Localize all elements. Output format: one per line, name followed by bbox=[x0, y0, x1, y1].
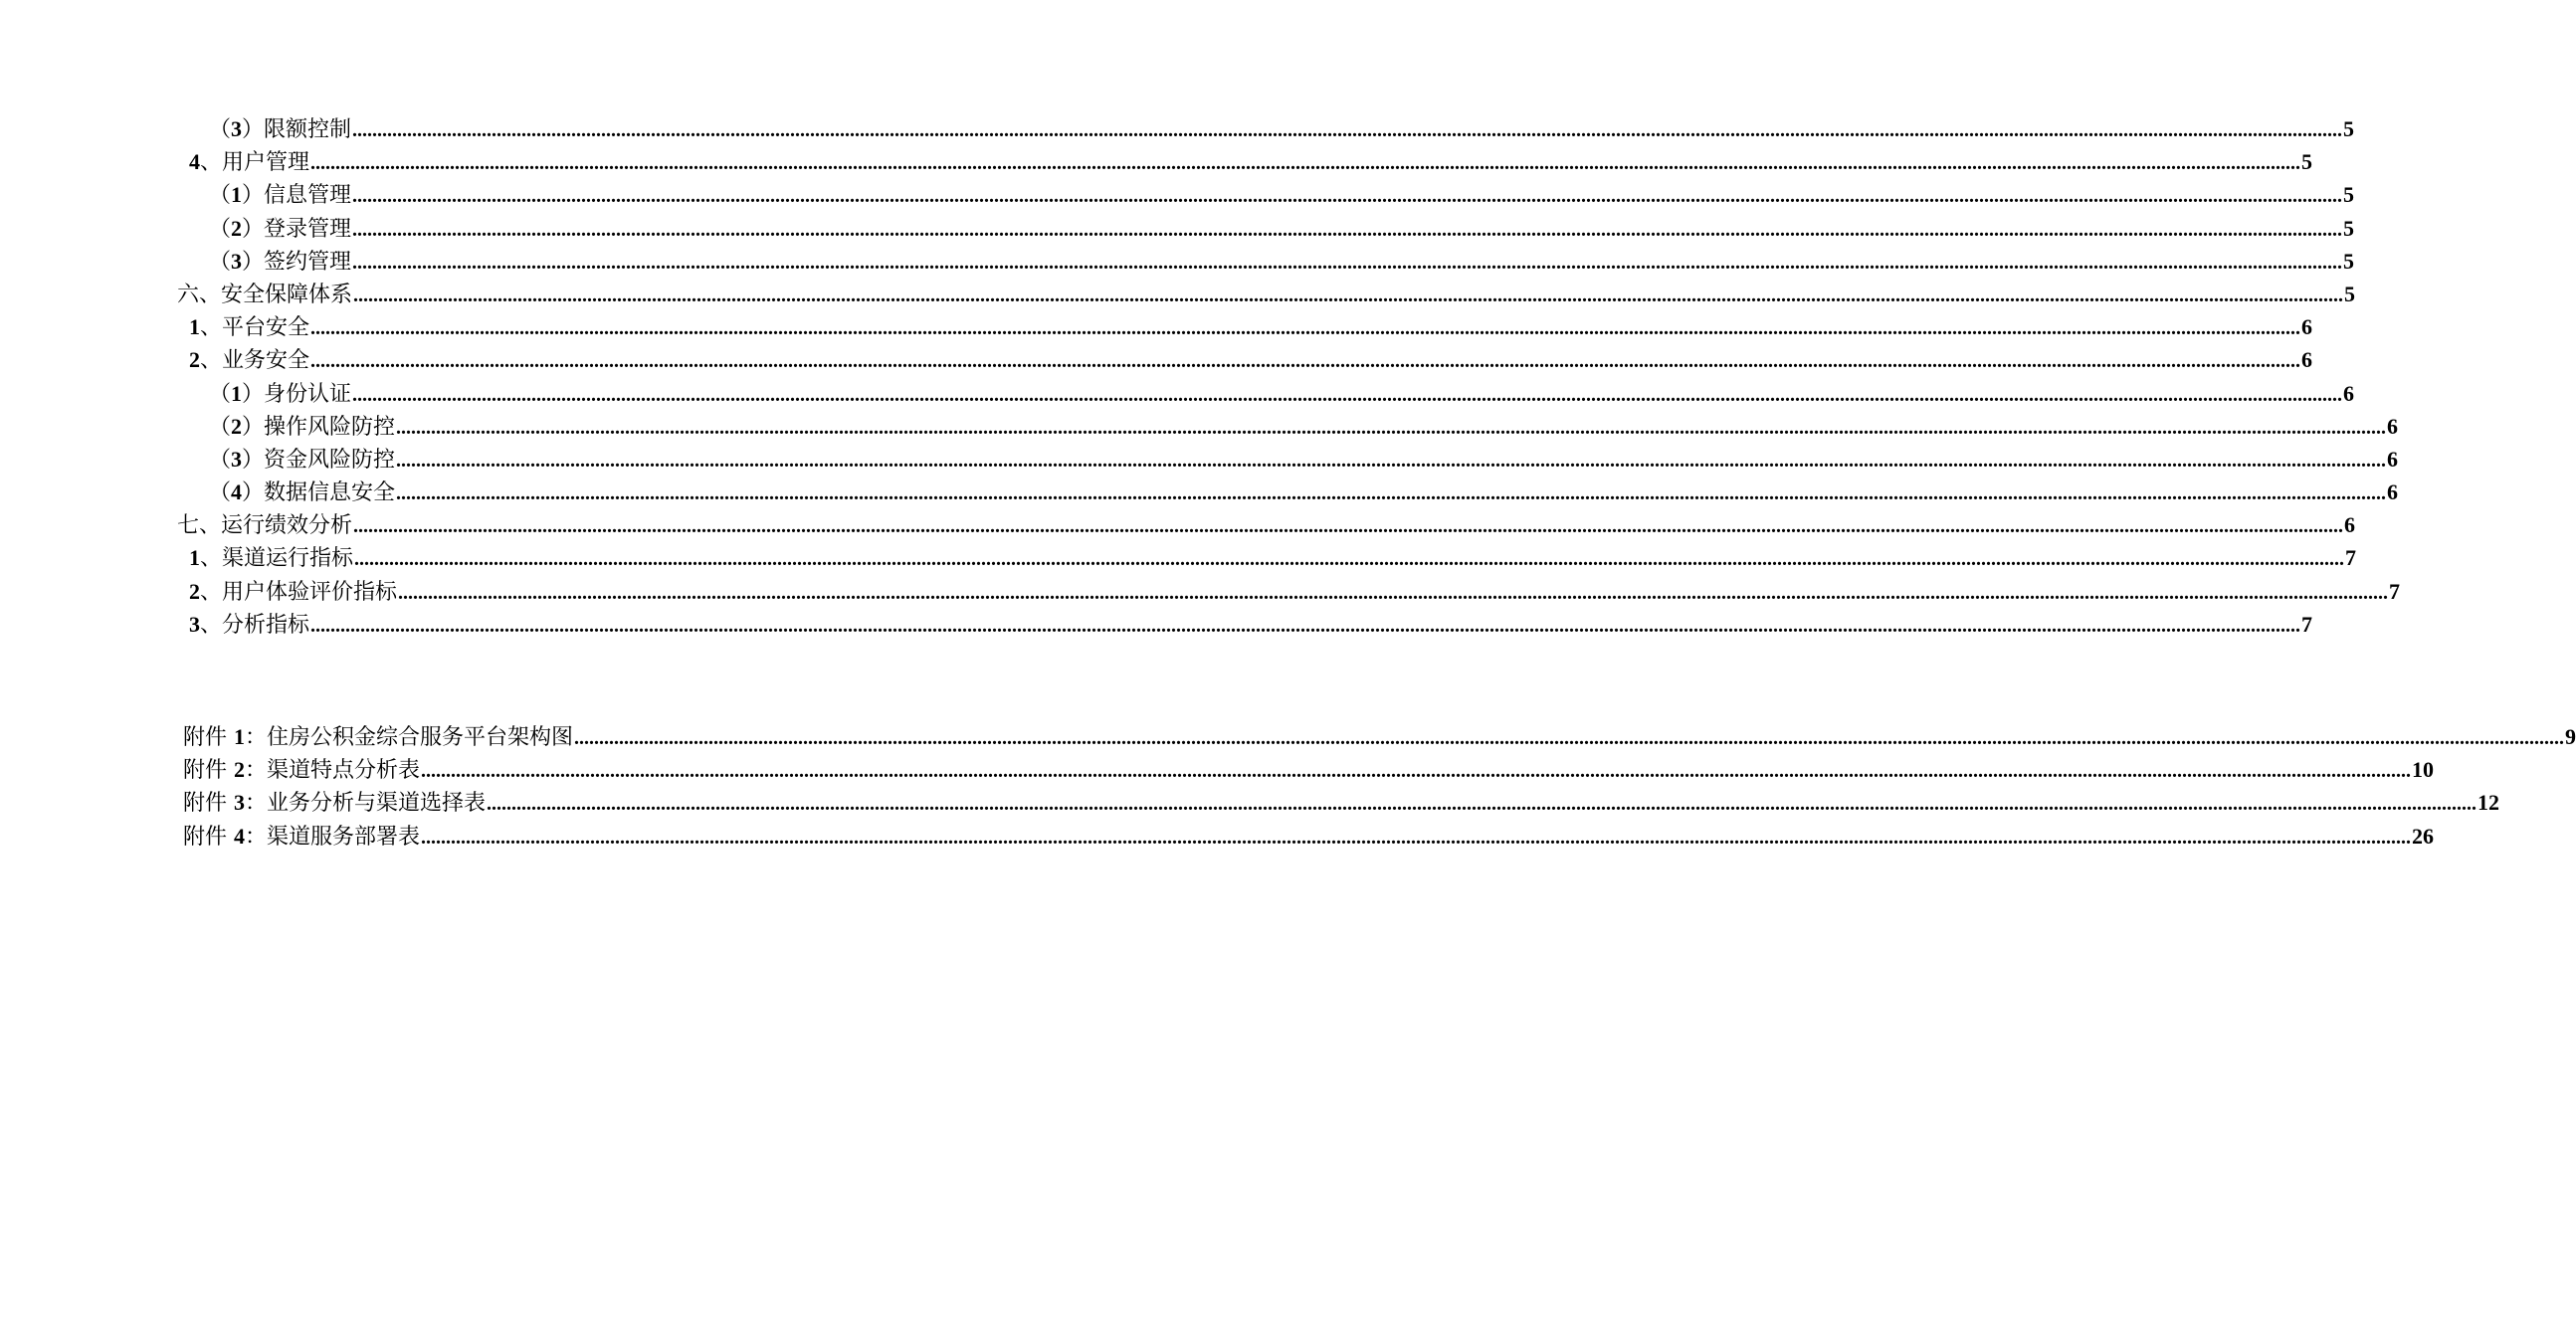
dot-leader: ................................................................................................................................................................................................................................................................................................................................................................................................................ bbox=[396, 416, 2387, 439]
dot-leader: ................................................................................................................................................................................................................................................................................................................................................................................................................ bbox=[574, 727, 2565, 749]
close-paren: ） bbox=[242, 182, 265, 208]
page-number: 5 bbox=[2343, 116, 2355, 141]
entry-number: 2 bbox=[231, 413, 243, 439]
close-paren: ） bbox=[242, 479, 265, 505]
appendix-colon: ： bbox=[245, 791, 268, 817]
appendix-line bbox=[0, 786, 2500, 819]
dot-leader: ................................................................................................................................................................................................................................................................................................................................................................................................................ bbox=[421, 760, 2412, 783]
entry-label bbox=[189, 310, 309, 344]
entry-number: 2 bbox=[189, 347, 200, 373]
entry-title: 限额控制 bbox=[264, 117, 352, 142]
appendix-colon: ： bbox=[245, 725, 268, 750]
entry-number: 3 bbox=[231, 116, 243, 141]
entry-label bbox=[209, 410, 395, 444]
toc-entry[interactable] bbox=[189, 541, 2357, 574]
toc-entry[interactable] bbox=[189, 310, 2313, 343]
open-paren: （ bbox=[209, 182, 232, 208]
page-number: 6 bbox=[2387, 479, 2399, 505]
entry-label bbox=[189, 575, 397, 609]
dot-leader: ................................................................................................................................................................................................................................................................................................................................................................................................................ bbox=[352, 251, 2343, 274]
entry-title: 分析指标 bbox=[222, 612, 310, 638]
toc-line bbox=[0, 212, 2355, 245]
entry-number: 七 bbox=[177, 513, 200, 539]
entry-title: 操作风险防控 bbox=[264, 414, 396, 440]
entry-title: 数据信息安全 bbox=[264, 480, 396, 506]
toc-line bbox=[0, 608, 2313, 641]
dot-leader: ................................................................................................................................................................................................................................................................................................................................................................................................................ bbox=[398, 581, 2389, 604]
open-paren: （ bbox=[209, 215, 232, 241]
entry-label bbox=[183, 720, 573, 754]
toc-line bbox=[0, 410, 2399, 443]
close-paren: ） bbox=[242, 248, 265, 274]
dot-leader: ................................................................................................................................................................................................................................................................................................................................................................................................................ bbox=[352, 119, 2343, 141]
page-number: 10 bbox=[2412, 757, 2435, 783]
entry-number: 1 bbox=[189, 314, 200, 340]
toc-line bbox=[0, 278, 2356, 310]
entry-separator: 、 bbox=[200, 579, 223, 605]
entry-label bbox=[209, 112, 351, 146]
close-paren: ） bbox=[242, 446, 265, 472]
appendix-number: 3 bbox=[234, 790, 246, 816]
entry-label bbox=[189, 608, 309, 642]
toc-line bbox=[0, 245, 2355, 278]
entry-label bbox=[189, 343, 309, 377]
dot-leader: ................................................................................................................................................................................................................................................................................................................................................................................................................ bbox=[353, 515, 2344, 538]
entry-label bbox=[177, 509, 352, 542]
entry-number: 1 bbox=[231, 380, 243, 406]
appendix-line bbox=[0, 753, 2435, 786]
toc-entry[interactable] bbox=[209, 410, 2399, 443]
toc-line bbox=[0, 377, 2355, 410]
entry-separator: 、 bbox=[199, 513, 222, 539]
appendix-prefix: 附件 bbox=[183, 824, 228, 850]
table-of-contents bbox=[0, 112, 2401, 641]
appendix-colon: ： bbox=[245, 758, 268, 784]
dot-leader: ................................................................................................................................................................................................................................................................................................................................................................................................................ bbox=[310, 614, 2301, 637]
page-number: 12 bbox=[2477, 790, 2500, 816]
toc-entry[interactable] bbox=[189, 608, 2313, 641]
toc-entry[interactable] bbox=[209, 212, 2355, 245]
entry-title: 安全保障体系 bbox=[221, 282, 353, 307]
page-number: 9 bbox=[2565, 724, 2576, 749]
entry-label bbox=[183, 820, 420, 854]
entry-label bbox=[209, 377, 351, 411]
entry-separator: 、 bbox=[200, 348, 223, 374]
entry-title: 渠道运行指标 bbox=[222, 546, 354, 572]
appendix-colon: ： bbox=[245, 824, 268, 850]
entry-label bbox=[183, 786, 486, 820]
dot-leader: ................................................................................................................................................................................................................................................................................................................................................................................................................ bbox=[310, 317, 2301, 340]
open-paren: （ bbox=[209, 116, 232, 141]
entry-label bbox=[209, 476, 395, 509]
page-number: 6 bbox=[2301, 347, 2313, 373]
appendix-number: 4 bbox=[234, 823, 246, 849]
appendix-prefix: 附件 bbox=[183, 758, 228, 784]
toc-line bbox=[0, 145, 2313, 178]
page-number: 6 bbox=[2387, 446, 2399, 472]
entry-number: 2 bbox=[231, 215, 243, 241]
close-paren: ） bbox=[242, 215, 265, 241]
open-paren: （ bbox=[209, 380, 232, 406]
dot-leader: ................................................................................................................................................................................................................................................................................................................................................................................................................ bbox=[352, 383, 2343, 406]
entry-separator: 、 bbox=[200, 150, 223, 176]
open-paren: （ bbox=[209, 413, 232, 439]
toc-line bbox=[0, 575, 2401, 608]
toc-line bbox=[0, 508, 2356, 541]
entry-label bbox=[209, 245, 351, 279]
appendix-entry[interactable] bbox=[183, 753, 2435, 786]
entry-title: 身份认证 bbox=[264, 381, 352, 407]
appendix-entry[interactable] bbox=[183, 786, 2500, 819]
toc-line bbox=[0, 443, 2399, 476]
dot-leader: ................................................................................................................................................................................................................................................................................................................................................................................................................ bbox=[487, 793, 2477, 816]
page-number: 7 bbox=[2389, 578, 2401, 604]
open-paren: （ bbox=[209, 248, 232, 274]
entry-label bbox=[177, 279, 352, 311]
toc-entry[interactable] bbox=[189, 145, 2313, 178]
appendix-prefix: 附件 bbox=[183, 791, 228, 817]
entry-number: 4 bbox=[231, 479, 243, 505]
entry-title: 住房公积金综合服务平台架构图 bbox=[267, 725, 574, 750]
entry-number: 1 bbox=[231, 182, 243, 208]
entry-label bbox=[189, 145, 309, 179]
entry-title: 运行绩效分析 bbox=[221, 513, 353, 539]
page-number: 6 bbox=[2301, 314, 2313, 340]
entry-title: 业务安全 bbox=[222, 348, 310, 374]
appendix-list bbox=[0, 720, 2576, 853]
entry-number: 3 bbox=[189, 611, 200, 637]
toc-line bbox=[0, 178, 2355, 211]
entry-title: 渠道特点分析表 bbox=[267, 758, 421, 784]
entry-title: 渠道服务部署表 bbox=[267, 824, 421, 850]
appendix-entry[interactable] bbox=[183, 720, 2576, 753]
dot-leader: ................................................................................................................................................................................................................................................................................................................................................................................................................ bbox=[310, 152, 2301, 175]
toc-line bbox=[0, 112, 2355, 145]
entry-label bbox=[189, 541, 353, 575]
entry-number: 六 bbox=[177, 282, 200, 307]
dot-leader: ................................................................................................................................................................................................................................................................................................................................................................................................................ bbox=[396, 449, 2387, 472]
entry-number: 3 bbox=[231, 248, 243, 274]
appendix-entry[interactable] bbox=[183, 820, 2435, 853]
page-number: 26 bbox=[2412, 823, 2435, 849]
entry-number: 4 bbox=[189, 149, 200, 175]
dot-leader: ................................................................................................................................................................................................................................................................................................................................................................................................................ bbox=[354, 548, 2345, 571]
dot-leader: ................................................................................................................................................................................................................................................................................................................................................................................................................ bbox=[352, 218, 2343, 241]
entry-label bbox=[183, 753, 420, 787]
toc-line bbox=[0, 541, 2357, 574]
entry-title: 信息管理 bbox=[264, 183, 352, 209]
entry-title: 用户管理 bbox=[222, 150, 310, 176]
toc-line bbox=[0, 476, 2399, 508]
appendix-number: 1 bbox=[234, 724, 246, 749]
page-number: 6 bbox=[2387, 413, 2399, 439]
close-paren: ） bbox=[242, 116, 265, 141]
page-number: 5 bbox=[2343, 248, 2355, 274]
entry-separator: 、 bbox=[200, 315, 223, 341]
entry-title: 登录管理 bbox=[264, 216, 352, 242]
page-number: 6 bbox=[2344, 512, 2356, 538]
toc-entry[interactable] bbox=[177, 278, 2356, 310]
page-number: 7 bbox=[2301, 611, 2313, 637]
appendix-number: 2 bbox=[234, 757, 246, 783]
page-number: 5 bbox=[2344, 281, 2356, 306]
entry-label bbox=[209, 443, 395, 477]
toc-entry[interactable] bbox=[177, 508, 2356, 541]
entry-number: 3 bbox=[231, 446, 243, 472]
entry-separator: 、 bbox=[200, 612, 223, 638]
entry-title: 资金风险防控 bbox=[264, 447, 396, 473]
entry-title: 业务分析与渠道选择表 bbox=[267, 791, 487, 817]
entry-title: 签约管理 bbox=[264, 249, 352, 275]
appendix-prefix: 附件 bbox=[183, 725, 228, 750]
toc-line bbox=[0, 343, 2313, 376]
toc-line bbox=[0, 310, 2313, 343]
page-number: 7 bbox=[2345, 545, 2357, 571]
page-number: 5 bbox=[2343, 182, 2355, 208]
toc-entry[interactable] bbox=[209, 178, 2355, 211]
page-number: 5 bbox=[2301, 149, 2313, 175]
toc-entry[interactable] bbox=[209, 377, 2355, 410]
page-number: 6 bbox=[2343, 380, 2355, 406]
dot-leader: ................................................................................................................................................................................................................................................................................................................................................................................................................ bbox=[352, 185, 2343, 208]
entry-title: 平台安全 bbox=[222, 315, 310, 341]
entry-label bbox=[209, 212, 351, 246]
toc-entry[interactable] bbox=[189, 575, 2401, 608]
entry-separator: 、 bbox=[199, 282, 222, 307]
entry-separator: 、 bbox=[200, 546, 223, 572]
entry-number: 2 bbox=[189, 578, 200, 604]
entry-title: 用户体验评价指标 bbox=[222, 579, 398, 605]
dot-leader: ................................................................................................................................................................................................................................................................................................................................................................................................................ bbox=[353, 284, 2344, 306]
dot-leader: ................................................................................................................................................................................................................................................................................................................................................................................................................ bbox=[310, 350, 2301, 373]
toc-entry[interactable] bbox=[209, 112, 2355, 145]
dot-leader: ................................................................................................................................................................................................................................................................................................................................................................................................................ bbox=[421, 826, 2412, 849]
toc-entry[interactable] bbox=[209, 443, 2399, 476]
page-number: 5 bbox=[2343, 215, 2355, 241]
entry-label bbox=[209, 178, 351, 212]
toc-entry[interactable] bbox=[209, 476, 2399, 508]
toc-entry[interactable] bbox=[209, 245, 2355, 278]
appendix-line bbox=[0, 820, 2435, 853]
appendix-line bbox=[0, 720, 2576, 753]
open-paren: （ bbox=[209, 479, 232, 505]
close-paren: ） bbox=[242, 380, 265, 406]
toc-entry[interactable] bbox=[189, 343, 2313, 376]
entry-number: 1 bbox=[189, 545, 200, 571]
dot-leader: ................................................................................................................................................................................................................................................................................................................................................................................................................ bbox=[396, 482, 2387, 505]
close-paren: ） bbox=[242, 413, 265, 439]
open-paren: （ bbox=[209, 446, 232, 472]
